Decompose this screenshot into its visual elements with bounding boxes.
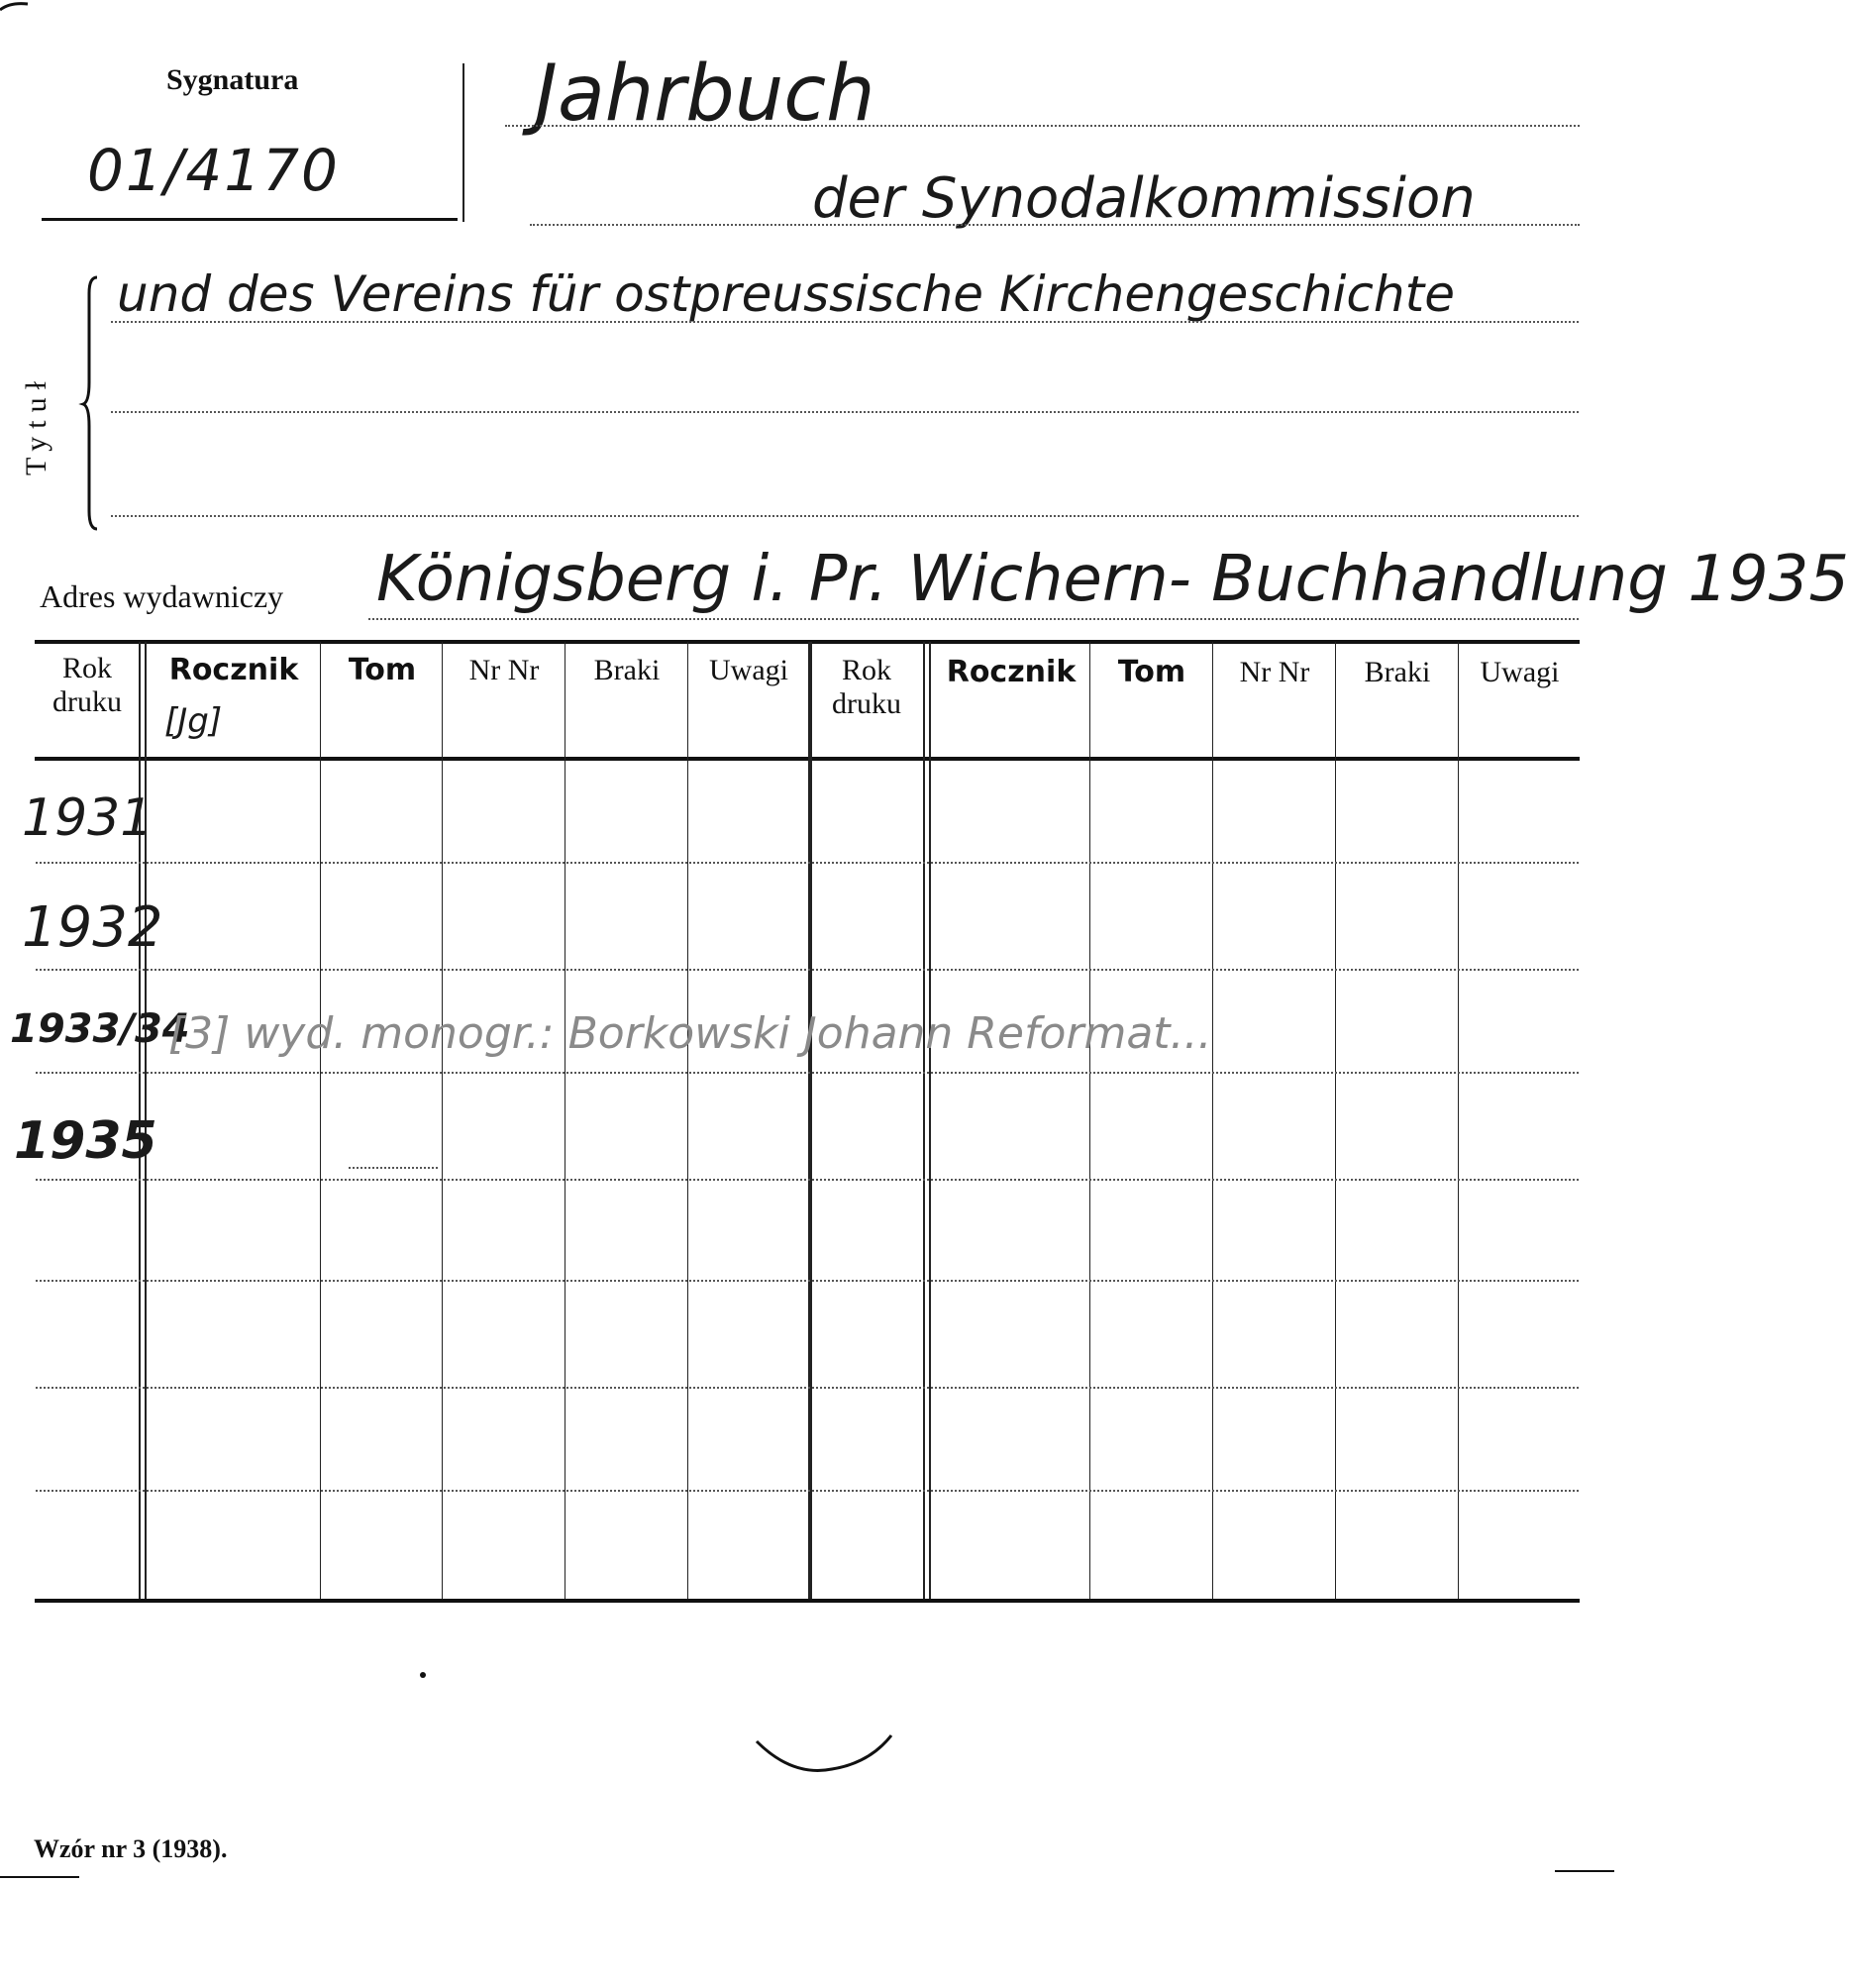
title-line-1: Jahrbuch [535, 50, 875, 139]
row-stub [349, 1167, 438, 1169]
bottom-right-edge [1555, 1870, 1614, 1872]
header-uwagi-left: Uwagi [709, 654, 788, 686]
table-row-year: 1935 [14, 1111, 157, 1171]
header-rok-druku-right: Rok druku [832, 654, 901, 720]
col-line-center [808, 642, 812, 1599]
publisher-value: Königsberg i. Pr. Wichern- Buchhandlung 1935 [376, 543, 1849, 616]
signature-divider [462, 63, 464, 222]
row-dotline [36, 862, 1579, 864]
header-braki-right: Braki [1364, 656, 1431, 688]
col-line [1089, 642, 1090, 1599]
row-dotline [36, 1490, 1579, 1492]
table-row-note: [3] wyd. monogr.: Borkowski Johann Reformat... [168, 1008, 1212, 1059]
table-header-rule [35, 757, 1580, 761]
table-row-year: 1931 [22, 788, 154, 848]
header-rocznik-left: Rocznik [168, 653, 299, 687]
row-dotline [36, 1280, 1579, 1282]
header-tom-right: Tom [1117, 655, 1186, 689]
header-nrnr-left: Nr Nr [468, 654, 540, 686]
bottom-left-edge [0, 1876, 79, 1878]
title-dotline-4 [111, 411, 1579, 413]
row-dotline [36, 1072, 1579, 1074]
col-line [1335, 642, 1336, 1599]
title-dotline-1 [505, 125, 1580, 127]
signature-underline [42, 218, 458, 221]
title-dotline-2 [530, 224, 1580, 226]
col-line [1212, 642, 1213, 1599]
title-line-2: der Synodalkommission [812, 166, 1476, 231]
publisher-label: Adres wydawniczy [40, 578, 284, 614]
signature-label: Sygnatura [166, 63, 299, 96]
header-braki-left: Braki [593, 654, 661, 686]
header-rocznik-right: Rocznik [946, 655, 1077, 689]
header-rocznik-sub: [Jg] [164, 701, 223, 741]
row-dotline [36, 1387, 1579, 1389]
col-line [320, 642, 321, 1599]
title-dotline-3 [111, 321, 1579, 323]
corner-mark [0, 0, 59, 59]
row-dotline [36, 969, 1579, 971]
col-line [1458, 642, 1459, 1599]
publisher-dotline [368, 618, 1579, 620]
title-dotline-5 [111, 515, 1579, 517]
header-rok-druku-left: Rok druku [52, 652, 122, 718]
table-top-rule [35, 640, 1580, 644]
col-line [442, 642, 443, 1599]
row-dotline [36, 1179, 1579, 1181]
col-line [929, 642, 931, 1599]
form-footer: Wzór nr 3 (1938). [34, 1834, 228, 1863]
table-row-year: 1933/34 [10, 1006, 190, 1052]
table-bottom-rule [35, 1599, 1580, 1603]
ink-curve [753, 1731, 901, 1781]
header-tom-left: Tom [348, 653, 417, 687]
title-bracket [81, 273, 111, 533]
header-nrnr-right: Nr Nr [1239, 656, 1310, 688]
title-label: Tytuł [20, 373, 52, 475]
signature-value: 01/4170 [87, 137, 340, 204]
col-line [923, 642, 925, 1599]
ink-dot [420, 1672, 426, 1678]
title-line-3: und des Vereins für ostpreussische Kirchengeschichte [117, 265, 1455, 323]
table-row-year: 1932 [22, 895, 163, 960]
header-uwagi-right: Uwagi [1480, 656, 1560, 688]
col-line [687, 642, 688, 1599]
